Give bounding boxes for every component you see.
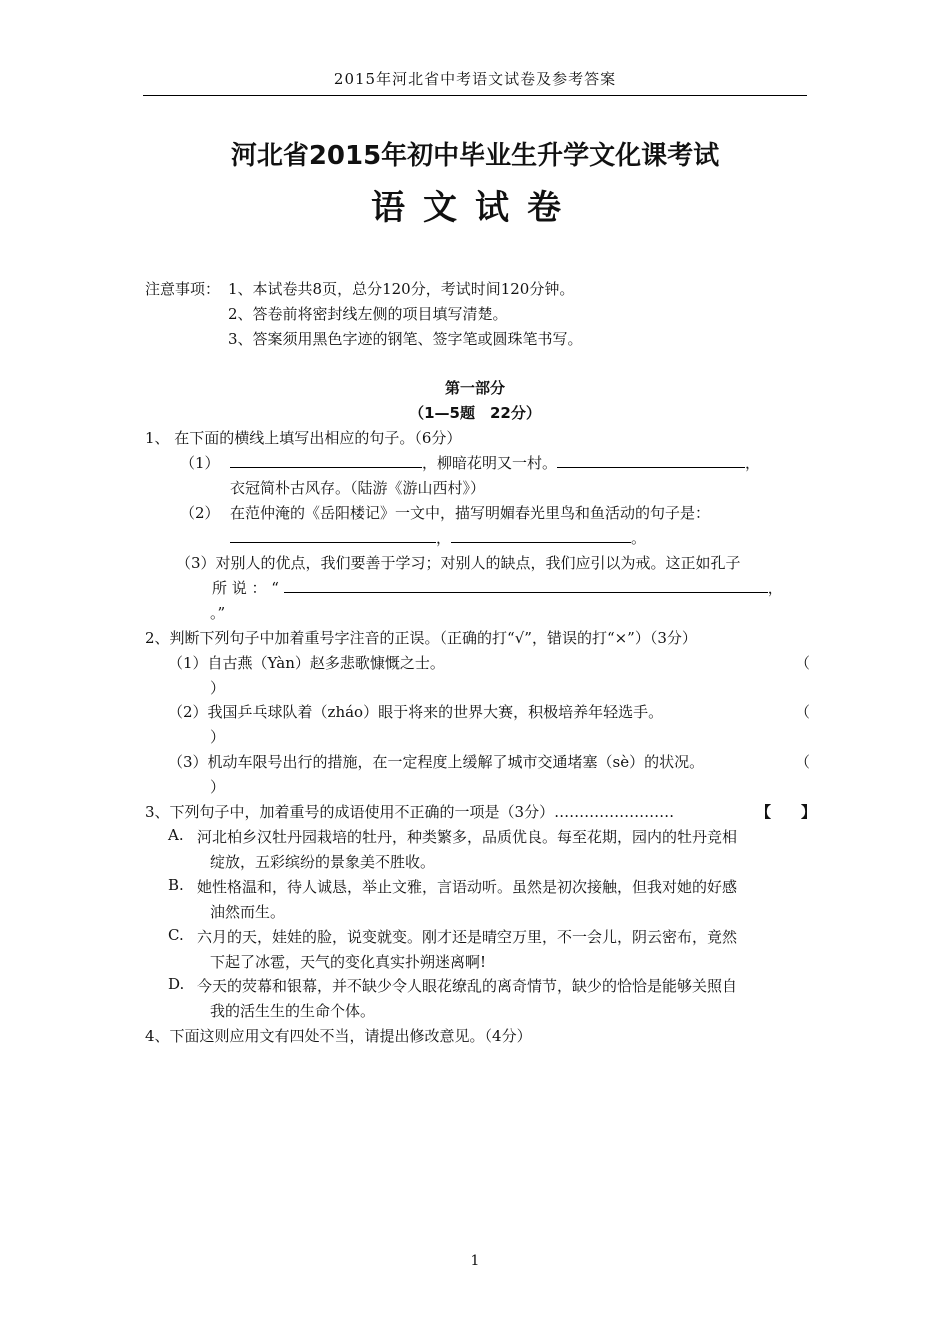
notice-item-2: 2、答卷前将密封线左侧的项目填写清楚。 [228,305,508,323]
notice-item-1: 1、本试卷共8页，总分120分，考试时间120分钟。 [228,280,575,298]
q1-s1-line2: 衣冠简朴古风存。（陆游《游山西村》） [230,479,486,497]
q3-option-c-line2: 下起了冰雹，天气的变化真实扑朔迷离啊! [210,953,487,971]
q1-s1-blank-2[interactable] [557,452,745,468]
part1-subtitle: （1—5题 22分） [409,404,541,422]
q3-option-b-label: B. [168,876,184,894]
q2-item-2-open[interactable]: （ [795,703,811,721]
q2-item-1-open[interactable]: （ [795,654,811,672]
q1-s3-line3: 。” [210,604,226,622]
q1-s1-blank-1[interactable] [230,452,422,468]
q3-option-a-label: A. [168,826,184,844]
q3-option-b-line1: 她性格温和，待人诚恳，举止文雅，言语动听。虽然是初次接触，但我对她的好感 [197,878,738,896]
notice-item-3: 3、答案须用黑色字迹的钢笔、签字笔或圆珠笔书写。 [228,330,583,348]
q1-s1-mid: ，柳暗花明又一村。 [422,454,558,472]
q3-option-a-line2: 绽放，五彩缤纷的景象美不胜收。 [210,853,436,871]
q3-option-a-line1: 河北柏乡汉牡丹园栽培的牡丹，种类繁多，品质优良。每至花期，园内的牡丹竞相 [197,828,738,846]
q1-stem: 1、 在下面的横线上填写出相应的句子。（6分） [145,429,462,447]
q1-s2-blank-2[interactable] [451,527,631,543]
q3-option-d-line2: 我的活生生的生命个体。 [210,1002,376,1020]
q3-answer-bracket[interactable]: 【 】 [756,803,817,821]
header-rule [143,95,807,96]
page-number: 1 [470,1253,480,1269]
q3-option-d-label: D. [168,975,185,993]
q3-option-d-line1: 今天的荧幕和银幕，并不缺少令人眼花缭乱的离奇情节，缺少的恰恰是能够关照自 [197,977,738,995]
q1-s3-comma: ， [767,579,783,597]
q2-item-3-open[interactable]: （ [795,753,811,771]
running-head: 2015年河北省中考语文试卷及参考答案 [333,70,617,88]
q1-s2-blank-1[interactable] [230,527,436,543]
q1-s3-blank[interactable] [284,577,768,593]
q2-stem: 2、判断下列句子中加着重号字注音的正误。（正确的打“√”，错误的打“×”）（3分） [145,629,697,647]
notice-label: 注意事项： [145,280,221,298]
q3-option-b-line2: 油然而生。 [210,903,286,921]
q1-s3-start: 所 说 ： “ [212,579,279,597]
q1-s1-end: ， [745,454,761,472]
q2-item-1: （1）自古燕（Yàn）赵多悲歌慷慨之士。 [168,654,445,672]
q2-item-2: （2）我国乒乓球队着（zháo）眼于将来的世界大赛，积极培养年轻选手。 [168,703,664,721]
exam-title: 河北省2015年初中毕业生升学文化课考试 [230,141,720,171]
q2-item-3-close[interactable]: ） [210,778,226,796]
q2-item-1-close[interactable]: ） [210,679,226,697]
q1-s1-num: （1） [180,454,220,472]
q3-option-c-label: C. [168,926,184,944]
q3-option-c-line1: 六月的天，娃娃的脸，说变就变。刚才还是晴空万里，不一会儿，阴云密布，竟然 [197,928,738,946]
q3-stem: 3、下列句子中，加着重号的成语使用不正确的一项是（3分）…………………… [145,803,675,821]
q1-s2-end: 。 [631,529,647,547]
q2-item-3: （3）机动车限号出行的措施，在一定程度上缓解了城市交通堵塞（sè）的状况。 [168,753,705,771]
q1-s2-text: 在范仲淹的《岳阳楼记》一文中，描写明媚春光里鸟和鱼活动的句子是： [230,504,711,522]
q2-item-2-close[interactable]: ） [210,728,226,746]
part1-title: 第一部分 [444,379,505,397]
q1-s2-num: （2） [180,504,220,522]
paper-title: 语文试卷 [371,188,579,228]
q1-s3-line1: （3）对别人的优点，我们要善于学习；对别人的缺点，我们应引以为戒。这正如孔子 [176,554,741,572]
q1-s2-comma: ， [436,529,452,547]
q4-stem: 4、下面这则应用文有四处不当，请提出修改意见。（4分） [145,1027,532,1045]
